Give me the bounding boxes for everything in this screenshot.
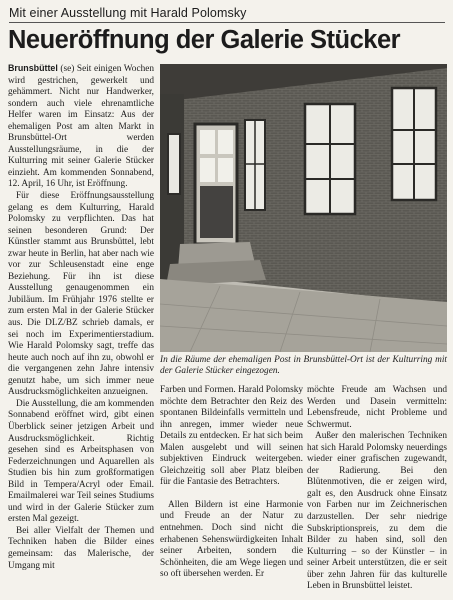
- body-paragraph: möchte Freude am Wachsen und Werden und Dasein vermitteln: Lebensfreude, nicht Probleme und Schwermut.: [307, 385, 447, 430]
- article-column-3: [307, 385, 447, 597]
- intro-paragraph: [8, 63, 154, 191]
- dateline: Brunsbüttel: [8, 63, 58, 73]
- body-paragraph: Bei aller Vielfalt der Themen und Techniken haben die Bilder eines gemeinsam: das Malerische, der Umgang mit: [8, 525, 154, 571]
- photo-caption: In die Räume der ehemaligen Post in Brunsbüttel-Ort ist der Kulturring mit der Galerie Stücker eingezogen.: [160, 355, 447, 376]
- body-paragraph: Farben und Formen. Harald Polomsky möchte dem Betrachter den Reiz des spontanen Bildeinfalls vermitteln und ihn anregen, immer wieder neue Details zu entdecken. Er hat sich beim Malen ausgelebt und will seinen subjektiven Eindruck weitergeben. Gleichzeitig soll aber Platz bleiben für die Fantasie des Betrachters.: [160, 385, 303, 488]
- article-photo: [160, 64, 447, 352]
- building-photo-illustration: [160, 64, 447, 352]
- article-headline: Neueröffnung der Galerie Stücker: [8, 26, 401, 54]
- intro-text: (se) Seit einigen Wochen wird gestrichen, gewerkelt und gehämmert. Nicht nur Handwerker, sondern auch viele ehrenamtliche Helfer waren im Einsatz: Aus der ehemaligen Post am alten Markt in Brunsbüttel-Ort werden Ausstellungsräume, in die der Kulturring mit seiner Galerie Stücker einzieht. Am kommenden Sonnabend, 12. April, 16 Uhr, ist Eröffnung.: [8, 64, 154, 190]
- body-paragraph: Allen Bildern ist eine Harmonie und Freude an der Natur zu entnehmen. Doch sind nicht die erhabenen Sehenswürdigkeiten Inhalt seiner Arbeiten, sondern die Schönheiten, die am Wege liegen und so oft übersehen werden. Er: [160, 499, 303, 580]
- body-paragraph: Für diese Eröffnungsausstellung gelang es dem Kulturring, Harald Polomsky zu verpflichten. Das hat seinen besonderen Grund: Der Künstler stammt aus Brunsbüttel, lebt zwar heute in Berlin, hat aber nach wie vor zur Schleusenstadt eine enge Beziehung. Für ihn ist diese Ausstellung genaugenommen ein Jubiläum. Im Frühjahr 1976 stellte er zum ersten Mal in der Galerie Stücker aus. Die DLZ/BZ schrieb damals, er sei noch im Experimentierstadium. Wie Harald Polomsky sagt, treffe das heute auch noch auf ihn zu, obwohl er die vergangenen zehn Jahre intensiv genutzt habe, um sich immer neue Ausdrucksmöglichkeiten anzueignen.: [8, 191, 154, 398]
- article-kicker: Mit einer Ausstellung mit Harald Polomsky: [9, 6, 445, 23]
- article-column-1: [8, 63, 154, 596]
- article-column-2: [160, 385, 303, 597]
- body-paragraph: Außer den malerischen Techniken hat sich Harald Polomsky neuerdings wieder einer grafischen zugewandt, der Radierung. Bei den Blütenmotiven, die er zeigen wird, galt es, den Ausdruck ohne Einsatz von Farben nur im Zeichnerischen darzustellen. Der sehr niedrige Subskriptionspreis, zu dem die Bilder zu haben sind, soll den Kulturring – so der Künstler – in seiner Arbeit unterstützen, die er seit über zehn Jahren für das kulturelle Leben in Brunsbüttel leistet.: [307, 431, 447, 592]
- body-paragraph: Die Ausstellung, die am kommenden Sonnabend eröffnet wird, gibt einen Überblick seiner jetzigen Arbeit und Ausdrucksmöglichkeit. Richtig gesehen sind es Arbeitsphasen von Federzeichnungen und Aquarellen als Studien bis hin zum großformatigen Bild in Tempera/Acryl oder Email. Emailmalerei war Teil seines Studiums und wird in der Galerie Stücker zum ersten Mal gezeigt.: [8, 398, 154, 525]
